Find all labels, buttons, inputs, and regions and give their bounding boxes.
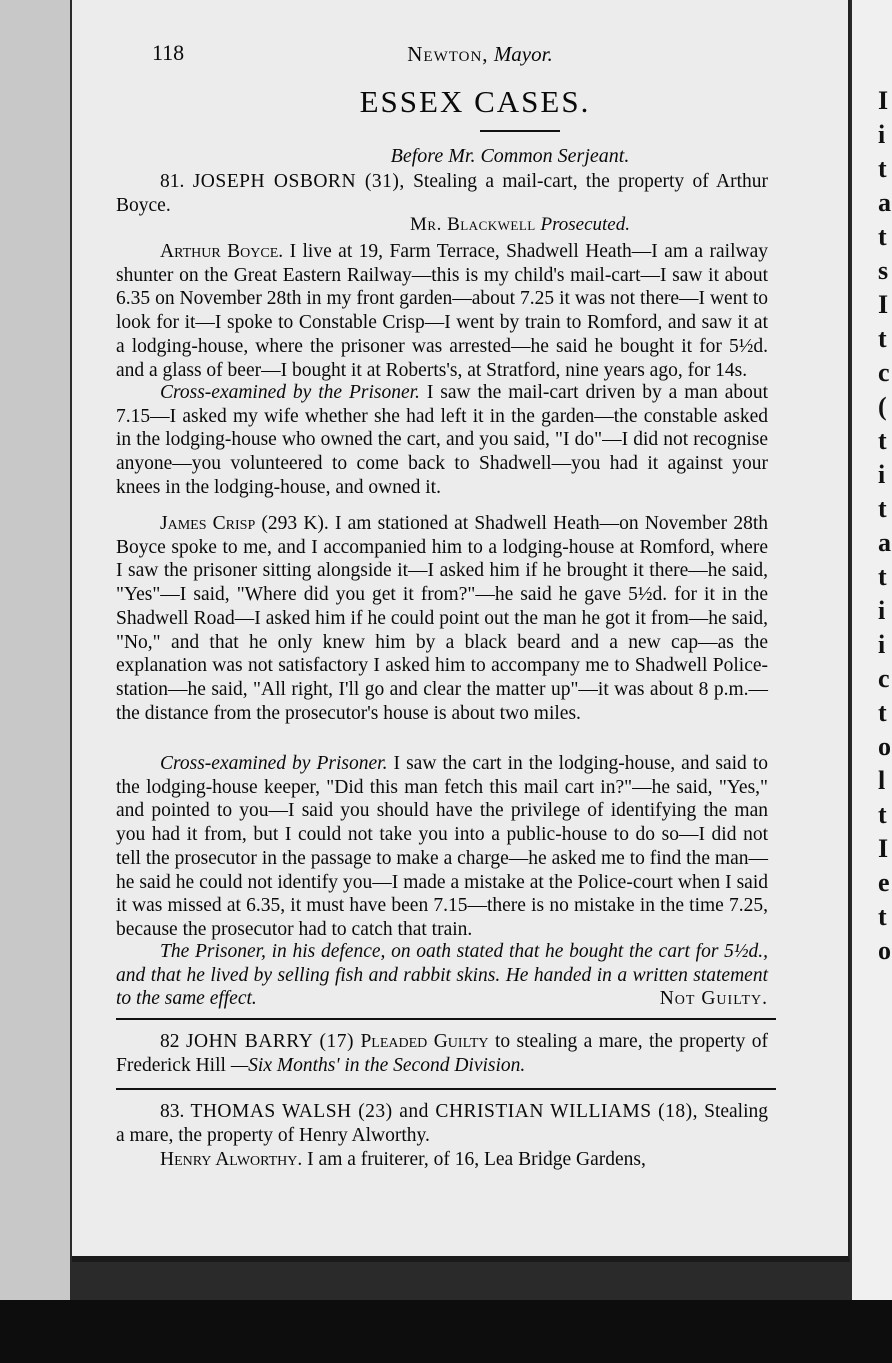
prosecutor-name: Mr. Blackwell — [410, 214, 536, 235]
before-judge: Before Mr. Common Serjeant. — [390, 145, 630, 167]
case-82-number: 82 — [160, 1031, 180, 1052]
facing-page-fragment: i — [878, 596, 886, 625]
case-81-charge: Stealing a mail-cart, the property of Arthur Boyce. — [116, 171, 768, 216]
facing-page-fragment: i — [878, 120, 886, 149]
facing-page-fragment: a — [878, 528, 891, 557]
running-head-title: Mayor. — [493, 42, 553, 66]
witness-name-boyce: Arthur Boyce. — [160, 241, 284, 262]
facing-page-fragment: I — [878, 834, 889, 863]
facing-page-fragment: t — [878, 222, 887, 251]
case-81-number: 81. — [160, 171, 185, 192]
prosecuted-label: Prosecuted. — [540, 214, 630, 235]
facing-page-fragment: o — [878, 732, 891, 761]
case-81-testimony-boyce — [116, 240, 768, 382]
case-81-prosecution — [72, 214, 848, 236]
cross-exam-2-label: Cross-examined by Prisoner. — [160, 753, 388, 774]
facing-page-fragment: l — [878, 766, 886, 795]
verdict: Not Guilty. — [659, 988, 768, 1010]
facing-page-fragment: t — [878, 698, 887, 727]
cross-exam-1-text: I saw the mail-cart driven by a man about 7.15—I asked my wife whether she had left it in the garden—the constable asked in the lodging-house who owned the cart, and you said, "I do"—I did not recognise anyone—you volunteered to come back to Shadwell—you had it against your knees in the lodging-house, and owned it. — [116, 382, 769, 498]
separator-rule — [116, 1088, 776, 1090]
case-82-plea: Pleaded Guilty — [360, 1031, 489, 1052]
facing-page-fragment: e — [878, 868, 890, 897]
case-82-text: to stealing a mare, the property of Frederick Hill — [116, 1031, 769, 1076]
cross-exam-2-text: I saw the cart in the lodging-house, and said to the lodging-house keeper, "Did this man fetch this mail cart in?"—he said, "Yes," and pointed to you—I said you should have the privilege of identifying the man you had it from, but I could not take you into a public-house to do so—I did not tell the prosecutor in the passage to make a charge—he asked me to find the man—he said he could not identify you—I made a mistake at the Police-court when I said it was missed at 6.35, it must have been 7.15—there is no mistake in the time 7.25, because the prosecutor had to catch that train. — [116, 753, 768, 940]
facing-page-fragment: t — [878, 800, 887, 829]
cross-exam-1-label: Cross-examined by the Prisoner. — [160, 382, 420, 403]
facing-page-fragment: t — [878, 494, 887, 523]
facing-page-fragment: t — [878, 562, 887, 591]
facing-page-fragment: c — [878, 358, 890, 387]
page-number: 118 — [152, 40, 185, 65]
facing-page-fragment: t — [878, 426, 887, 455]
facing-page-fragment: s — [878, 256, 889, 285]
facing-page-fragment: I — [878, 86, 889, 115]
facing-page-fragment: t — [878, 154, 887, 183]
case-82-defendant: JOHN BARRY (17) — [185, 1031, 355, 1052]
case-83-defendants: THOMAS WALSH (23) and CHRISTIAN WILLIAMS (18), — [190, 1101, 699, 1122]
witness-badge-crisp: (293 K). — [261, 513, 329, 534]
case-81-testimony-crisp — [116, 512, 768, 725]
case-81-defendant: JOSEPH OSBORN (31), — [192, 171, 405, 192]
facing-page-fragment: t — [878, 902, 887, 931]
case-81-cross-exam-1 — [116, 381, 768, 500]
case-81-defence — [116, 940, 768, 1011]
facing-page-fragment: c — [878, 664, 890, 693]
testimony-crisp-text: I am stationed at Shadwell Heath—on November 28th Boyce spoke to me, and I accompanied him to a lodging-house at Romford, where I saw the prisoner sitting alongside it—I asked him if he brought it there—he said, "Yes"—I said, "Where did you get it from?"—he said he gave 5½d. for it in the Shadwell Road—I asked him if he could point out the man he got it from—he said, "No," and that he only knew him by a black beard and a new cap—as the explanation was not satisfactory I asked him to accompany me to Shadwell Police-station—he said, "All right, I'll go and clear the matter up"—it was about 8 p.m.—the distance from the prosecutor's house is about two miles. — [116, 513, 768, 724]
case-81-heading — [116, 170, 768, 217]
running-head — [72, 42, 848, 67]
facing-page-fragment: o — [878, 936, 891, 965]
case-82-sentence: —Six Months' in the Second Division. — [230, 1054, 526, 1076]
section-title: ESSEX CASES. — [359, 84, 591, 119]
left-background — [0, 0, 70, 1363]
testimony-boyce-text: I live at 19, Farm Terrace, Shadwell Heath—I am a railway shunter on the Great Eastern Railway—this is my child's mail-cart—I saw it about 6.35 on November 28th in my front garden—about 7.25 it was not there—I went to look for it—I spoke to Constable Crisp—I went by train to Romford, and saw it at a lodging-house, where the prisoner was arrested—he said he bought it for 5½d. and a glass of beer—I bought it at Roberts's, at Stratford, nine years ago, for 14s. — [116, 241, 768, 381]
facing-page-fragment: ( — [878, 392, 887, 421]
witness-name-crisp: James Crisp — [160, 513, 256, 534]
case-83-charge: Stealing a mare, the property of Henry Alworthy. — [116, 1101, 769, 1146]
title-rule — [480, 130, 560, 132]
facing-page-fragment: i — [878, 460, 886, 489]
case-81-cross-exam-2 — [116, 752, 768, 942]
facing-page-fragment: I — [878, 290, 889, 319]
witness-name-alworthy: Henry Alworthy. — [160, 1149, 303, 1170]
defence-text: The Prisoner, in his defence, on oath stated that he bought the cart for 5½d., and that he lived by selling fish and rabbit skins. He handed in a written statement to the same effect. — [116, 941, 768, 1010]
facing-page-fragment: t — [878, 324, 887, 353]
bottom-background — [0, 1300, 892, 1363]
facing-page-strip — [852, 0, 892, 1300]
book-page — [72, 0, 850, 1262]
separator-rule — [116, 1018, 776, 1020]
case-83-heading — [116, 1100, 768, 1147]
case-83-number: 83. — [160, 1101, 185, 1122]
case-83-testimony-alworthy — [116, 1148, 768, 1172]
facing-page-fragment: a — [878, 188, 891, 217]
facing-page-fragment: i — [878, 630, 886, 659]
running-head-name: Newton, — [407, 42, 489, 66]
case-82 — [116, 1030, 768, 1077]
testimony-alworthy-text: I am a fruiterer, of 16, Lea Bridge Gardens, — [307, 1149, 646, 1170]
